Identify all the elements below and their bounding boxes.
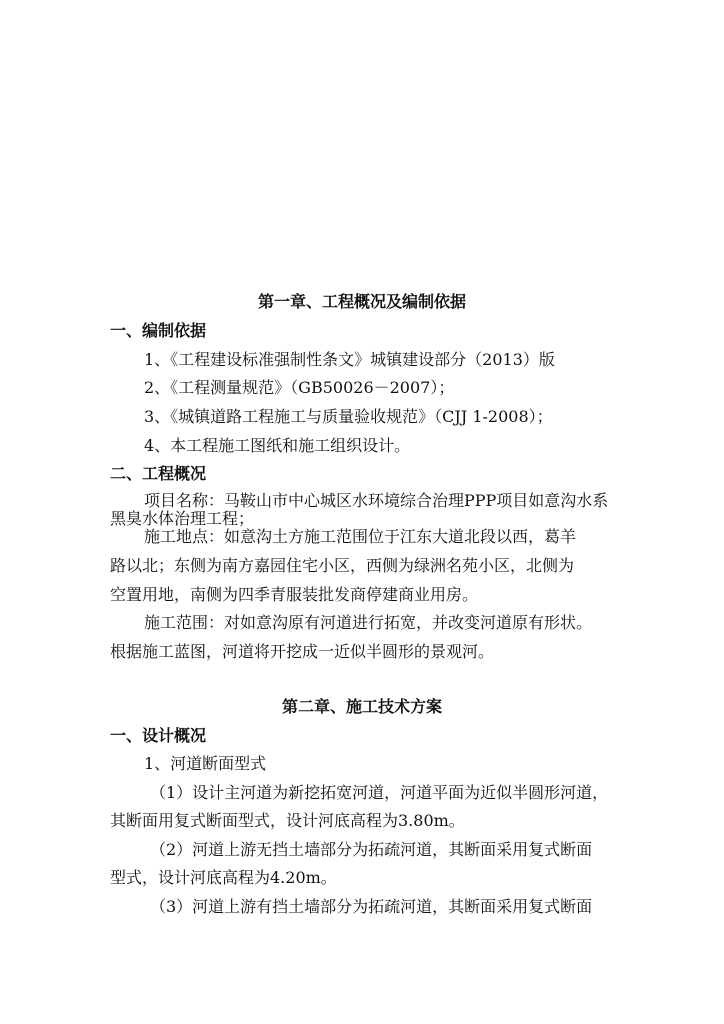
overview-line-3: 施工地点：如意沟土方施工范围位于江东大道北段以西，葛羊	[144, 527, 577, 546]
overview-line-5: 空置用地，南侧为四季青服装批发商停建商业用房。	[110, 585, 479, 604]
overview-line-7: 根据施工蓝图，河道将开挖成一近似半圆形的景观河。	[110, 642, 495, 661]
basis-item-1: 1、《工程建设标准强制性条文》城镇建设部分（2013）版	[144, 350, 555, 369]
basis-item-2: 2、《工程测量规范》（GB50026－2007）；	[144, 378, 455, 397]
chapter-2-title: 第二章、施工技术方案	[281, 697, 442, 716]
design-line-1: 1、河道断面型式	[144, 754, 267, 773]
basis-item-3: 3、《城镇道路工程施工与质量验收规范》（CJJ 1-2008）；	[144, 407, 553, 426]
overview-line-1: 项目名称：马鞍山市中心城区水环境综合治理PPP项目如意沟水系	[144, 491, 609, 510]
basis-item-4: 4、本工程施工图纸和施工组织设计。	[144, 436, 411, 455]
chapter-1-title: 第一章、工程概况及编制依据	[257, 292, 466, 311]
design-line-4: （2）河道上游无挡土墙部分为拓疏河道，其断面采用复式断面	[150, 840, 593, 859]
overview-line-4: 路以北；东侧为南方嘉园住宅小区，西侧为绿洲名苑小区，北侧为	[110, 556, 575, 575]
design-line-3: 其断面用复式断面型式，设计河底高程为3.80m。	[110, 811, 465, 830]
design-line-6: （3）河道上游有挡土墙部分为拓疏河道，其断面采用复式断面	[150, 897, 593, 916]
design-line-2: （1）设计主河道为新挖拓宽河道，河道平面为近似半圆形河道，	[150, 783, 609, 802]
section-overview-heading: 二、工程概况	[110, 464, 207, 483]
design-line-5: 型式，设计河底高程为4.20m。	[110, 868, 337, 887]
overview-line-2: 黑臭水体治理工程；	[110, 509, 255, 528]
overview-line-6: 施工范围：对如意沟原有河道进行拓宽，并改变河道原有形状。	[144, 613, 593, 632]
section-compile-basis-heading: 一、编制依据	[110, 321, 207, 340]
section-design-overview-heading: 一、设计概况	[110, 726, 207, 745]
